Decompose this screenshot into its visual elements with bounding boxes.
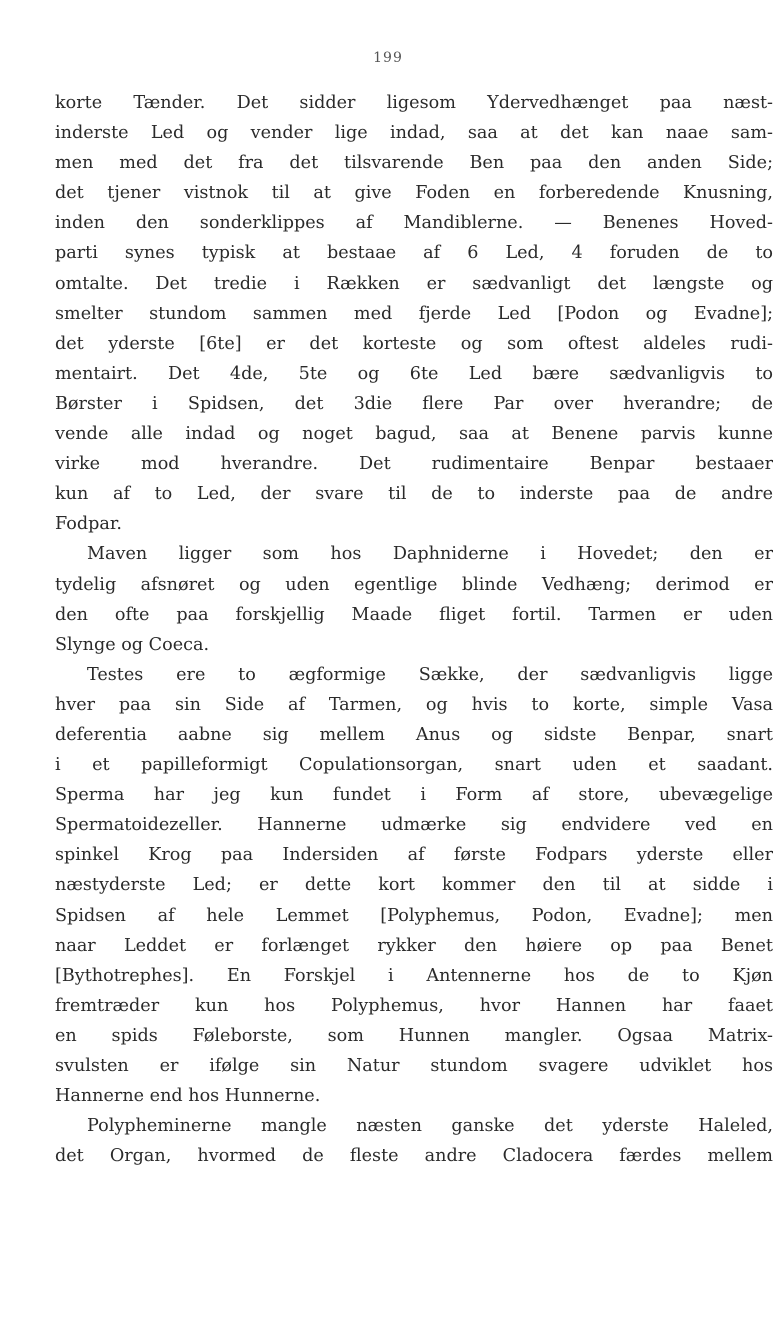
- text-line: deferentia aabne sig mellem Anus og sidste Benpar, snart: [55, 724, 773, 745]
- text-line: Testes ere to ægformige Sække, der sædvanligvis ligge: [87, 664, 773, 685]
- text-line: parti synes typisk at bestaae af 6 Led, 4 foruden de to: [55, 243, 773, 264]
- text-line: det yderste [6te] er det korteste og som oftest aldeles rudi-: [55, 333, 773, 354]
- text-line: virke mod hverandre. Det rudimentaire Benpar bestaaer: [55, 454, 773, 475]
- text-line: omtalte. Det tredie i Rækken er sædvanligt det længste og: [55, 273, 773, 294]
- text-line: fremtræder kun hos Polyphemus, hvor Hannen har faaet: [55, 995, 773, 1016]
- text-line: i et papilleformigt Copulationsorgan, snart uden et saadant.: [55, 755, 773, 776]
- text-line: det Organ, hvormed de fleste andre Cladocera færdes mellem: [55, 1146, 773, 1167]
- text-line: spinkel Krog paa Indersiden af første Fodpars yderste eller: [55, 845, 773, 866]
- body-text: [55, 88, 773, 1171]
- text-line: en spids Føleborste, som Hunnen mangler. Ogsaa Matrix-: [55, 1025, 773, 1046]
- text-line: den ofte paa forskjellig Maade fliget fortil. Tarmen er uden: [55, 604, 773, 625]
- text-line: men med det fra det tilsvarende Ben paa den anden Side;: [55, 153, 773, 174]
- text-line: korte Tænder. Det sidder ligesom Ydervedhænget paa næst-: [55, 93, 773, 113]
- text-line: naar Leddet er forlænget rykker den høiere op paa Benet: [55, 935, 773, 956]
- text-line: kun af to Led, der svare til de to inderste paa de andre: [55, 484, 773, 505]
- text-line: [Bythotrephes]. En Forskjel i Antennerne hos de to Kjøn: [55, 965, 773, 986]
- text-line: inderste Led og vender lige indad, saa at det kan naae sam-: [55, 123, 773, 144]
- text-line: Slynge og Coeca.: [55, 634, 210, 655]
- text-line: smelter stundom sammen med fjerde Led [Podon og Evadne];: [55, 303, 773, 324]
- text-line: svulsten er ifølge sin Natur stundom svagere udviklet hos: [55, 1056, 773, 1076]
- text-line: Børster i Spidsen, det 3die flere Par over hverandre; de: [55, 393, 773, 414]
- text-line: Polypheminerne mangle næsten ganske det yderste Haleled,: [87, 1116, 773, 1137]
- text-line: Fodpar.: [55, 514, 122, 535]
- text-line: det tjener vistnok til at give Foden en forberedende Knusning,: [55, 183, 773, 204]
- text-line: Spermatoidezeller. Hannerne udmærke sig endvidere ved en: [55, 815, 773, 836]
- text-line: Maven ligger som hos Daphniderne i Hovedet; den er: [87, 544, 773, 565]
- text-line: hver paa sin Side af Tarmen, og hvis to korte, simple Vasa: [55, 694, 773, 715]
- text-line: næstyderste Led; er dette kort kommer den til at sidde i: [55, 875, 773, 896]
- text-line: Spidsen af hele Lemmet [Polyphemus, Podon, Evadne]; men: [55, 905, 773, 926]
- text-line: mentairt. Det 4de, 5te og 6te Led bære sædvanligvis to: [55, 363, 773, 384]
- text-line: vende alle indad og noget bagud, saa at Benene parvis kunne: [55, 424, 773, 445]
- text-line: inden den sonderklippes af Mandiblerne. — Benenes Hoved-: [55, 213, 773, 234]
- page-number: 199: [373, 50, 403, 66]
- text-line: Sperma har jeg kun fundet i Form af store, ubevægelige: [55, 785, 773, 806]
- text-line: Hannerne end hos Hunnerne.: [55, 1086, 321, 1107]
- text-line: tydelig afsnøret og uden egentlige blinde Vedhæng; derimod er: [55, 574, 773, 595]
